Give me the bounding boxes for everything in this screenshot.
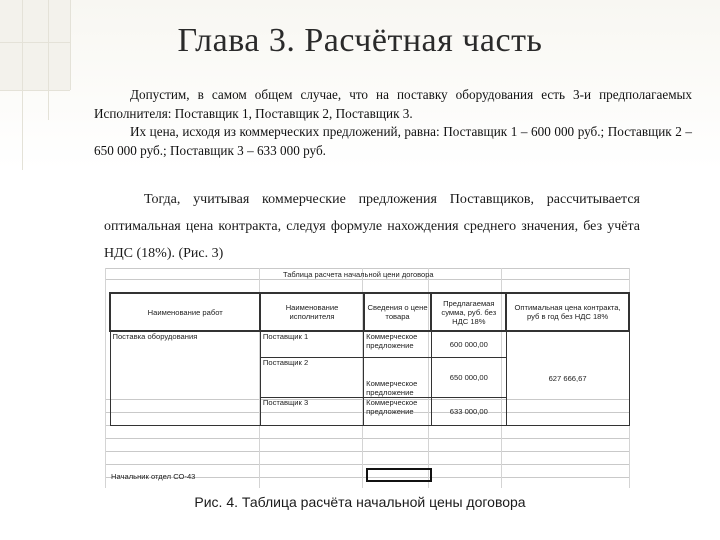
cell-amount: 633 000,00 bbox=[431, 397, 506, 425]
scanned-paragraph-text: Тогда, учитывая коммерческие предложения Поставщиков, рассчитывается оптимальная цена контракта, следуя формуле нахождения среднего значения, без учёта НДС (18%). (Рис. 3) bbox=[104, 192, 640, 261]
sheet-footer: Начальник отдел СО-43 bbox=[111, 472, 196, 481]
intro-text bbox=[94, 86, 692, 160]
cell-optimal-price: 627 666,67 bbox=[506, 331, 629, 425]
header-supplier: Наименование исполнителя bbox=[260, 293, 363, 331]
cell-work-name: Поставка оборудования bbox=[110, 331, 260, 425]
header-optimal: Оптимальная цена контракта, руб в год без НДС 18% bbox=[506, 293, 629, 331]
decor-line bbox=[0, 90, 70, 91]
cell-amount: 650 000,00 bbox=[431, 357, 506, 397]
selected-cell[interactable] bbox=[366, 468, 432, 482]
header-work: Наименование работ bbox=[110, 293, 260, 331]
intro-paragraph-1: Допустим, в самом общем случае, что на поставку оборудования есть 3-и предполагаемых Исполнителя: Поставщик 1, Поставщик 2, Поставщик 3. bbox=[94, 87, 692, 121]
cell-source: Коммерческое предложение bbox=[364, 357, 432, 397]
scanned-paragraph bbox=[104, 186, 640, 267]
figure-caption: Рис. 4. Таблица расчёта начальной цены договора bbox=[194, 494, 526, 510]
intro-paragraph-2: Их цена, исходя из коммерческих предложений, равна: Поставщик 1 – 600 000 руб.; Поставщик 2 – 650 000 руб.; Поставщик 3 – 633 000 руб. bbox=[94, 124, 692, 158]
header-amount: Предлагаемая сумма, руб. без НДС 18% bbox=[431, 293, 506, 331]
sheet-title: Таблица расчета начальной цени договора bbox=[283, 270, 434, 279]
cell-source: Коммерческое предложение bbox=[364, 397, 432, 425]
cell-supplier: Поставщик 2 bbox=[260, 357, 363, 397]
decor-line bbox=[48, 0, 49, 120]
table-row bbox=[110, 331, 629, 357]
price-table bbox=[109, 292, 630, 426]
spreadsheet-screenshot bbox=[105, 268, 630, 488]
cell-supplier: Поставщик 1 bbox=[260, 331, 363, 357]
header-source: Сведения о цене товара bbox=[364, 293, 432, 331]
cell-supplier: Поставщик 3 bbox=[260, 397, 363, 425]
slide-title: Глава 3. Расчётная часть bbox=[177, 22, 543, 59]
cell-source: Коммерческое предложение bbox=[364, 331, 432, 357]
cell-amount: 600 000,00 bbox=[431, 331, 506, 357]
